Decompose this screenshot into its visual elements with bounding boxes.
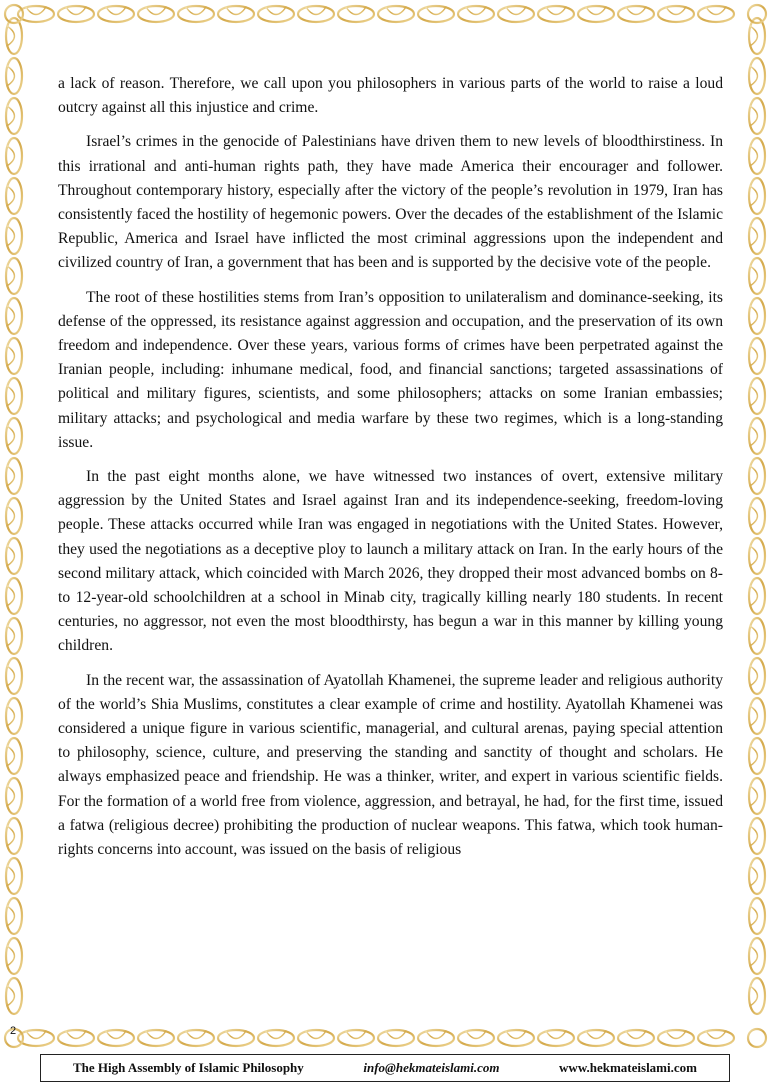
border-link bbox=[6, 338, 22, 374]
border-link-detail bbox=[750, 826, 758, 846]
border-link-detail bbox=[7, 386, 15, 406]
border-link bbox=[138, 6, 174, 22]
border-link bbox=[6, 898, 22, 934]
border-link-detail bbox=[7, 266, 15, 286]
border-link bbox=[6, 778, 22, 814]
border-link-detail bbox=[506, 1031, 526, 1039]
border-link bbox=[749, 338, 765, 374]
border-link-detail bbox=[266, 1031, 286, 1039]
border-link-detail bbox=[750, 546, 758, 566]
border-link-detail bbox=[7, 186, 15, 206]
border-link bbox=[6, 578, 22, 614]
border-link bbox=[658, 6, 694, 22]
border-link bbox=[698, 1030, 734, 1046]
border-link bbox=[258, 6, 294, 22]
border-link-detail bbox=[26, 7, 46, 15]
border-link-detail bbox=[546, 1031, 566, 1039]
document-body bbox=[58, 72, 723, 1032]
footer-email-link[interactable]: info@hekmateislami.com bbox=[363, 1060, 500, 1075]
border-link-detail bbox=[750, 106, 758, 126]
border-link bbox=[6, 58, 22, 94]
border-link bbox=[6, 858, 22, 894]
border-link-detail bbox=[750, 866, 758, 886]
paragraph: Israel’s crimes in the genocide of Palestinians have driven them to new levels of bloodthirstiness. In this irrational and anti-human rights path, they have made America their encourager and follower. Throughout contemporary history, especially after the victory of the people’s revolution in 1979, Iran has consistently faced the hostility of hegemonic powers. Over the decades of the establishment of the Islamic Republic, America and Israel have inflicted the most criminal aggressions upon the independent and civilized country of Iran, a government that has been and is supported by the decisive vote of the people. bbox=[58, 133, 723, 272]
border-link bbox=[458, 1030, 494, 1046]
border-link bbox=[418, 6, 454, 22]
border-link bbox=[749, 98, 765, 134]
border-link-detail bbox=[7, 746, 15, 766]
border-link-detail bbox=[750, 146, 758, 166]
border-link-detail bbox=[346, 7, 366, 15]
border-link bbox=[6, 498, 22, 534]
border-link bbox=[6, 658, 22, 694]
border-link-detail bbox=[7, 706, 15, 726]
paragraph: In the past eight months alone, we have witnessed two instances of overt, extensive military aggression by the United States and Israel against Iran and its independence-seeking, freedom-loving people. These attacks occurred while Iran was engaged in negotiations with the United States. However, they used the negotiations as a deceptive ploy to launch a military attack on Iran. In the early hours of the second military attack, which coincided with March 2026, they dropped their most advanced bombs on 8- to 12-year-old schoolchildren at a school in Minab city, tragically killing nearly 180 students. In recent centuries, no aggressor, not even the most bloodthirsty, has begun a war in this manner by killing young children. bbox=[58, 468, 723, 655]
page-number: 2 bbox=[10, 1025, 17, 1037]
border-link bbox=[6, 18, 22, 54]
border-link-detail bbox=[7, 106, 15, 126]
border-link bbox=[218, 1030, 254, 1046]
border-link-detail bbox=[7, 426, 15, 446]
border-link bbox=[218, 6, 254, 22]
border-link bbox=[749, 738, 765, 774]
border-link-detail bbox=[750, 426, 758, 446]
border-link bbox=[6, 738, 22, 774]
border-link-detail bbox=[226, 7, 246, 15]
border-link bbox=[6, 298, 22, 334]
page-footer bbox=[40, 1054, 730, 1082]
border-link-detail bbox=[750, 666, 758, 686]
border-link bbox=[6, 938, 22, 974]
border-link bbox=[258, 1030, 294, 1046]
border-link-detail bbox=[666, 1031, 686, 1039]
border-link bbox=[6, 538, 22, 574]
border-link-detail bbox=[666, 7, 686, 15]
border-link bbox=[538, 6, 574, 22]
border-link-detail bbox=[226, 1031, 246, 1039]
footer-website-link[interactable]: www.hekmateislami.com bbox=[559, 1060, 697, 1075]
border-link bbox=[698, 6, 734, 22]
border-link bbox=[749, 538, 765, 574]
border-link bbox=[749, 978, 765, 1014]
border-link-detail bbox=[7, 786, 15, 806]
border-link-detail bbox=[466, 7, 486, 15]
border-link-detail bbox=[750, 306, 758, 326]
border-link-detail bbox=[7, 306, 15, 326]
border-link-detail bbox=[466, 1031, 486, 1039]
border-link-detail bbox=[306, 1031, 326, 1039]
footer-organization: The High Assembly of Islamic Philosophy bbox=[73, 1060, 304, 1075]
border-link bbox=[749, 578, 765, 614]
paragraph: a lack of reason. Therefore, we call upon you philosophers in various parts of the world to raise a loud outcry against all this injustice and crime. bbox=[58, 75, 723, 117]
border-link-detail bbox=[7, 226, 15, 246]
border-link bbox=[6, 618, 22, 654]
border-link-detail bbox=[7, 626, 15, 646]
border-link bbox=[749, 898, 765, 934]
border-link-detail bbox=[306, 7, 326, 15]
border-link-detail bbox=[266, 7, 286, 15]
border-link-detail bbox=[7, 546, 15, 566]
border-link bbox=[58, 1030, 94, 1046]
border-link bbox=[749, 618, 765, 654]
border-link bbox=[498, 1030, 534, 1046]
border-link bbox=[498, 6, 534, 22]
border-link-detail bbox=[7, 866, 15, 886]
border-link bbox=[298, 1030, 334, 1046]
border-link-detail bbox=[750, 466, 758, 486]
border-link-detail bbox=[750, 906, 758, 926]
border-link bbox=[749, 218, 765, 254]
border-link-detail bbox=[750, 346, 758, 366]
border-link-detail bbox=[750, 506, 758, 526]
border-link bbox=[6, 818, 22, 854]
border-link-detail bbox=[546, 7, 566, 15]
border-link-detail bbox=[66, 1031, 86, 1039]
border-link-detail bbox=[66, 7, 86, 15]
border-link-detail bbox=[750, 986, 758, 1006]
border-link bbox=[6, 218, 22, 254]
border-link bbox=[6, 378, 22, 414]
border-link-detail bbox=[750, 786, 758, 806]
border-link-detail bbox=[7, 586, 15, 606]
border-link bbox=[749, 298, 765, 334]
border-link-detail bbox=[426, 7, 446, 15]
border-link-detail bbox=[7, 986, 15, 1006]
border-link bbox=[378, 1030, 414, 1046]
border-link-detail bbox=[106, 7, 126, 15]
border-link-detail bbox=[426, 1031, 446, 1039]
border-link bbox=[658, 1030, 694, 1046]
border-link-detail bbox=[386, 1031, 406, 1039]
border-link bbox=[749, 178, 765, 214]
border-link-detail bbox=[750, 266, 758, 286]
border-link-detail bbox=[346, 1031, 366, 1039]
border-link-detail bbox=[750, 946, 758, 966]
border-link bbox=[749, 658, 765, 694]
border-link-detail bbox=[106, 1031, 126, 1039]
border-link bbox=[749, 498, 765, 534]
border-link-detail bbox=[626, 7, 646, 15]
border-link-detail bbox=[7, 946, 15, 966]
border-link bbox=[18, 1030, 54, 1046]
border-link bbox=[458, 6, 494, 22]
border-link-detail bbox=[146, 1031, 166, 1039]
border-link-detail bbox=[706, 1031, 726, 1039]
border-link-detail bbox=[186, 7, 206, 15]
paragraph: The root of these hostilities stems from Iran’s opposition to unilateralism and dominance-seeking, its defense of the oppressed, its resistance against aggression and occupation, and the preservation of its own freedom and independence. Over these years, various forms of crimes have been perpetrated against the Iranian people, including: inhumane medical, food, and financial sanctions; targeted assassinations of political and military figures, scientists, and some philosophers; attacks on some Iranian embassies; military attacks; and psychological and media warfare by these two regimes, which is a long-standing issue. bbox=[58, 288, 723, 451]
border-link-detail bbox=[7, 146, 15, 166]
border-link-detail bbox=[506, 7, 526, 15]
border-link-detail bbox=[7, 826, 15, 846]
border-link-detail bbox=[26, 1031, 46, 1039]
border-link-detail bbox=[7, 906, 15, 926]
border-corner-knot bbox=[5, 5, 23, 23]
paragraph: In the recent war, the assassination of Ayatollah Khamenei, the supreme leader and religious authority of the world’s Shia Muslims, constitutes a clear example of crime and hostility. Ayatollah Khamenei was considered a unique figure in various scientific, managerial, and cultural arenas, paying special attention to philosophy, science, culture, and preserving the standing and sanctity of thought and scholars. He always emphasized peace and friendship. He was a thinker, writer, and expert in various scientific fields. For the formation of a world free from violence, aggression, and betrayal, he had, for the first time, issued a fatwa (religious decree) prohibiting the production of nuclear weapons. This fatwa, which took human-rights concerns into account, was issued on the basis of religious bbox=[58, 671, 723, 859]
border-link bbox=[6, 418, 22, 454]
border-link-detail bbox=[386, 7, 406, 15]
border-link bbox=[749, 778, 765, 814]
border-link bbox=[6, 458, 22, 494]
border-link bbox=[18, 6, 54, 22]
border-link-detail bbox=[7, 506, 15, 526]
border-link-detail bbox=[186, 1031, 206, 1039]
border-link-detail bbox=[586, 7, 606, 15]
border-link bbox=[6, 698, 22, 734]
border-link-detail bbox=[7, 26, 15, 46]
border-link bbox=[749, 458, 765, 494]
border-link bbox=[98, 6, 134, 22]
border-link bbox=[749, 938, 765, 974]
border-link bbox=[538, 1030, 574, 1046]
border-link bbox=[98, 1030, 134, 1046]
border-link-detail bbox=[7, 466, 15, 486]
border-link bbox=[138, 1030, 174, 1046]
border-link bbox=[6, 978, 22, 1014]
border-link bbox=[749, 18, 765, 54]
border-link-detail bbox=[750, 626, 758, 646]
border-link bbox=[618, 1030, 654, 1046]
border-link bbox=[749, 418, 765, 454]
border-corner-knot bbox=[748, 1029, 766, 1047]
border-link-detail bbox=[750, 706, 758, 726]
border-link bbox=[418, 1030, 454, 1046]
border-link-detail bbox=[7, 66, 15, 86]
border-link bbox=[338, 6, 374, 22]
border-link-detail bbox=[586, 1031, 606, 1039]
border-link bbox=[178, 1030, 214, 1046]
border-link-detail bbox=[146, 7, 166, 15]
border-link bbox=[578, 6, 614, 22]
border-link bbox=[578, 1030, 614, 1046]
border-link bbox=[618, 6, 654, 22]
border-link bbox=[338, 1030, 374, 1046]
border-link bbox=[749, 378, 765, 414]
border-link-detail bbox=[7, 666, 15, 686]
border-link bbox=[378, 6, 414, 22]
border-link bbox=[58, 6, 94, 22]
border-link bbox=[6, 138, 22, 174]
border-link bbox=[749, 698, 765, 734]
border-link bbox=[6, 258, 22, 294]
border-link-detail bbox=[750, 386, 758, 406]
border-corner-knot bbox=[748, 5, 766, 23]
border-link bbox=[749, 138, 765, 174]
border-link-detail bbox=[706, 7, 726, 15]
border-link bbox=[749, 858, 765, 894]
border-link bbox=[749, 818, 765, 854]
border-link bbox=[749, 258, 765, 294]
border-link bbox=[178, 6, 214, 22]
border-link-detail bbox=[750, 186, 758, 206]
border-link-detail bbox=[626, 1031, 646, 1039]
border-link bbox=[6, 178, 22, 214]
border-link bbox=[6, 98, 22, 134]
border-link bbox=[749, 58, 765, 94]
border-link-detail bbox=[750, 226, 758, 246]
border-link-detail bbox=[7, 346, 15, 366]
border-link-detail bbox=[750, 586, 758, 606]
border-link-detail bbox=[750, 26, 758, 46]
border-link bbox=[298, 6, 334, 22]
border-link-detail bbox=[750, 746, 758, 766]
border-link-detail bbox=[750, 66, 758, 86]
